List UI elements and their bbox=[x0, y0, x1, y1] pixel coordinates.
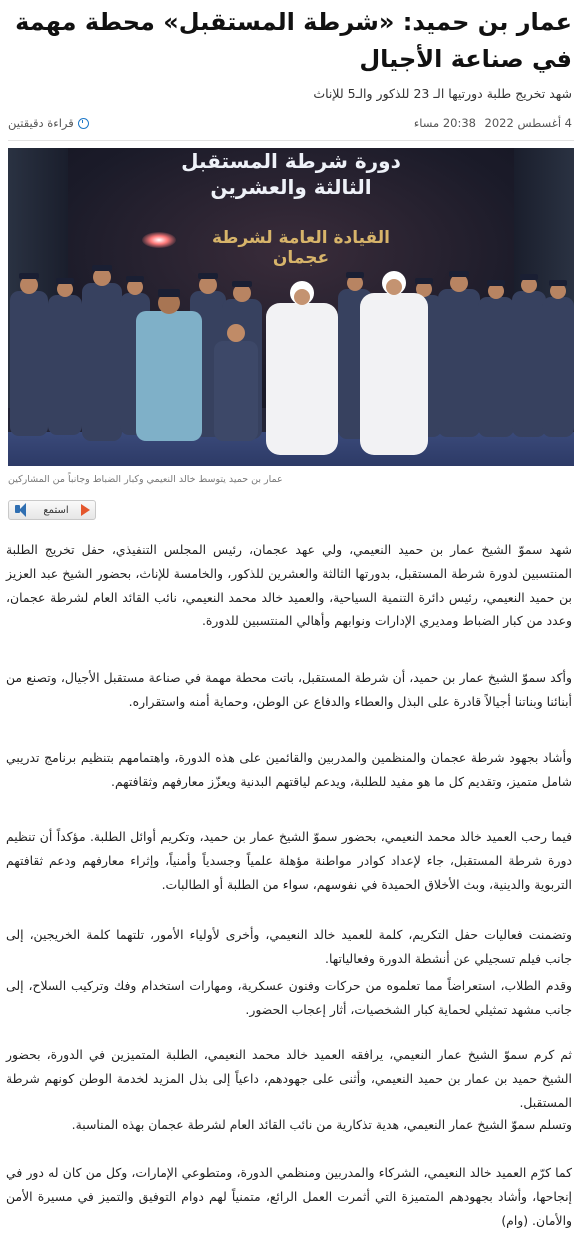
article-paragraph: فيما رحب العميد خالد محمد النعيمي، بحضور سموّ الشيخ عمار بن حميد، وتكريم أوائل الطلبة. مؤكداً أن تنظيم دورة شرطة المستقبل، جاء لإعداد كوادر مواطنة مؤهلة علمياً وجسدياً وأمنياً، وإثراء معارفهم ودعم ثقافتهم التربوية والدينية، وبث الأخلاق الحميدة في نفوسهم، سواء من الطلبة أو الطالبات. bbox=[6, 829, 572, 892]
article-paragraph: شهد سموّ الشيخ عمار بن حميد النعيمي، ولي عهد عجمان، رئيس المجلس التنفيذي، حفل تخريج الطلبة المنتسبين لدورة شرطة المستقبل، بدورتها الثالثة والعشرين للذكور، والخامسة للإناث، بحضور الشيخ عبد العزيز بن حميد النعيمي، رئيس دائرة التنمية السياحية، والعميد خالد محمد النعيمي، نائب القائد العام لشرطة عجمان، وعدد من كبار الضباط ومديري الإدارات ونوابهم وأهالي المنتسبين للدورة. bbox=[6, 542, 572, 629]
article-subheadline: شهد تخريج طلبة دورتيها الـ 23 للذكور والـ5 للإناث bbox=[313, 86, 572, 101]
photo-caption-text: عمار بن حميد يتوسط خالد النعيمي وكبار الضباط وجانباً من المشاركين bbox=[8, 474, 283, 485]
article-paragraph: كما كرّم العميد خالد النعيمي، الشركاء والمدربين ومنظمي الدورة، ومتطوعي الإمارات، وكل من كان له دور في إنجاحها، وأشاد بجهودهم المتميزة التي أثمرت العمل الرائع، متمنياً لهم دوام التوفيق والتميز في مسيرة الأمن والأمان. (وام) bbox=[6, 1165, 572, 1228]
boy-cadet bbox=[214, 324, 258, 441]
article-paragraph: ثم كرم سموّ الشيخ عمار النعيمي، يرافقه العميد خالد محمد النعيمي، الطلبة المتميزين في الدورة، بحضور الشيخ حميد بن عمار بن حميد النعيمي، وأثنى على جهودهم، داعياً إلى بذل المزيد لخدمة الوطن كونهم شرطة المستقبل. bbox=[6, 1047, 572, 1110]
stage-screen-subtitle: القيادة العامة لشرطة عجمان bbox=[212, 228, 390, 268]
stage-light-flare bbox=[142, 232, 176, 248]
officer-uniform bbox=[136, 289, 202, 441]
stage-screen-title bbox=[158, 148, 424, 200]
article-paragraph: وقدم الطلاب، استعراضاً مما تعلموه من حركات وفنون عسكرية، ومهارات استخدام وفك وتركيب السلاح، إلى جانب مشهد تمثيلي لحماية كبار الشخصيات، أثار إعجاب الحضور. bbox=[6, 978, 572, 1017]
reading-time-label: قراءة دقيقتين bbox=[8, 116, 74, 130]
publish-date: 4 أغسطس 2022 bbox=[484, 116, 572, 130]
reading-time bbox=[8, 116, 89, 130]
article-paragraph: وأشاد بجهود شرطة عجمان والمنظمين والمدربين والقائمين على هذه الدورة، واهتمامهم بتنظيم برنامج تدريبي شامل متميز، وتقديم كل ما هو مفيد للطلبة، ويدعم لياقتهم البدنية ويعزّز معارفهم وثقافتهم. bbox=[6, 750, 572, 789]
speaker-icon bbox=[11, 501, 31, 519]
article-photo bbox=[8, 148, 574, 466]
article-paragraph: وأكد سموّ الشيخ عمار بن حميد، أن شرطة المستقبل، باتت محطة مهمة في صناعة مستقبل الأجيال، وتصنع من أبنائنا وبناتنا أجيالاً قادرة على البذل والعطاء والدفاع عن الوطن، وحماية أمنه واستقراره. bbox=[6, 670, 572, 709]
group-photo-people bbox=[8, 263, 574, 463]
article-paragraph: وتضمنت فعاليات حفل التكريم، كلمة للعميد خالد النعيمي، وأخرى لأولياء الأمور، تلتهما كلمة الخريجين، إلى جانب فيلم تسجيلي عن أنشطة الدورة وفعالياتها. bbox=[6, 927, 572, 966]
stage-screen-line-2: الثالثة والعشرين bbox=[210, 175, 372, 199]
publish-time: 20:38 مساء bbox=[413, 116, 476, 130]
article-meta bbox=[8, 116, 572, 134]
listen-label: استمع bbox=[43, 504, 69, 516]
article-paragraph: وتسلم سموّ الشيخ عمار النعيمي، هدية تذكارية من نائب القائد العام لشرطة عجمان بهذه المناسبة. bbox=[71, 1117, 572, 1132]
listen-button[interactable] bbox=[8, 500, 96, 520]
article-headline: عمار بن حميد: «شرطة المستقبل» محطة مهمة في صناعة الأجيال bbox=[15, 8, 572, 73]
play-icon bbox=[81, 504, 90, 516]
meta-divider bbox=[8, 140, 574, 141]
photo-caption bbox=[8, 474, 574, 485]
stage-screen-line-1: دورة شرطة المستقبل bbox=[181, 149, 401, 173]
clock-icon bbox=[78, 118, 89, 129]
